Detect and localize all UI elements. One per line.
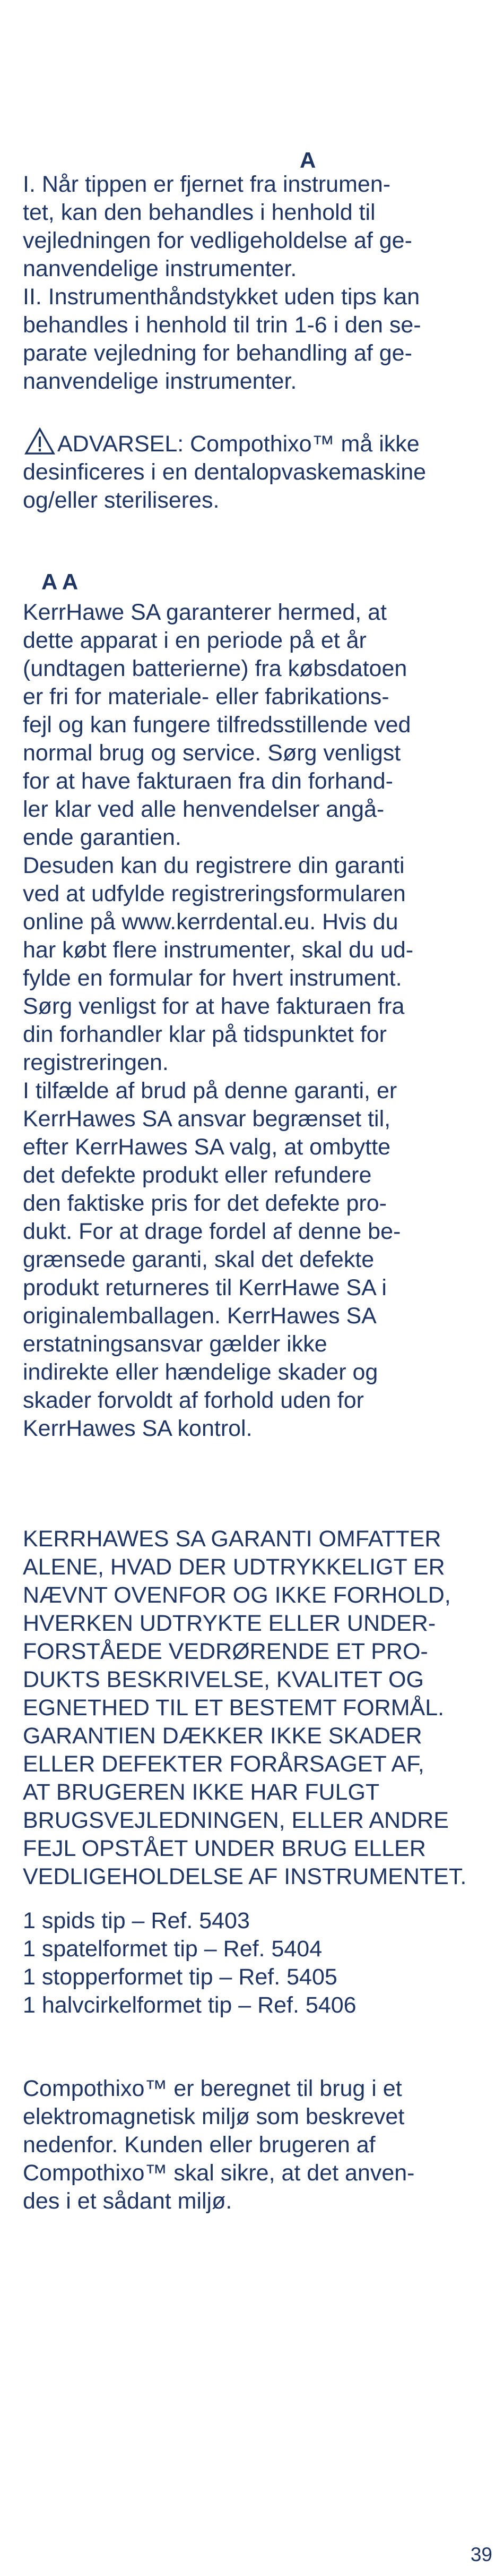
text-line: KERRHAWES SA GARANTI OMFATTER <box>23 1526 441 1552</box>
tips-list <box>23 1907 484 2019</box>
text-line: GARANTIEN DÆKKER IKKE SKADER <box>23 1723 422 1749</box>
warranty-text <box>23 598 484 1443</box>
text-line: efter KerrHawes SA valg, at ombytte <box>23 1134 391 1160</box>
text-line: AT BRUGEREN IKKE HAR FULGT <box>23 1779 380 1805</box>
text-line: I tilfælde af brud på denne garanti, er <box>23 1078 397 1103</box>
text-line: KerrHawe SA garanterer hermed, at <box>23 600 387 625</box>
text-line: NÆVNT OVENFOR OG IKKE FORHOLD, <box>23 1582 451 1608</box>
text-line: produkt returneres til KerrHawe SA i <box>23 1275 387 1300</box>
text-line: DUKTS BESKRIVELSE, KVALITET OG <box>23 1667 424 1692</box>
text-line: KerrHawes SA ansvar begrænset til, <box>23 1106 391 1132</box>
text-line: (undtagen batterierne) fra købsdatoen <box>23 656 407 681</box>
text-line: ende garantien. <box>23 825 181 850</box>
text-line: HVERKEN UDTRYKTE ELLER UNDER- <box>23 1611 436 1636</box>
text-line: 1 spatelformet tip – Ref. 5404 <box>23 1936 323 1962</box>
text-line: BRUGSVEJLEDNINGEN, ELLER ANDRE <box>23 1808 449 1833</box>
section-a-text <box>23 170 484 396</box>
section-aa-heading: A A <box>41 569 79 594</box>
text-line: indirekte eller hændelige skader og <box>23 1359 378 1385</box>
text-line: har købt flere instrumenter, skal du ud- <box>23 937 414 963</box>
text-line: originalemballagen. KerrHawes SA <box>23 1303 377 1329</box>
text-line: din forhandler klar på tidspunktet for <box>23 1022 387 1047</box>
text-line: Compothixo™ skal sikre, at det anven- <box>23 2160 415 2186</box>
text-line: ler klar ved alle henvendelser angå- <box>23 797 385 822</box>
text-line: elektromagnetisk miljø som beskrevet <box>23 2104 405 2129</box>
text-line: nanvendelige instrumenter. <box>23 256 297 281</box>
text-line: for at have fakturaen fra din forhand- <box>23 768 393 794</box>
text-line: fejl og kan fungere tilfredsstillende ved <box>23 712 411 738</box>
text-line: II. Instrumenthåndstykket uden tips kan <box>23 284 420 310</box>
text-line: normal brug og service. Sørg venligst <box>23 740 401 766</box>
text-line: ALENE, HVAD DER UDTRYKKELIGT ER <box>23 1554 445 1580</box>
text-line: dukt. For at drage fordel af denne be- <box>23 1219 401 1244</box>
page-number: 39 <box>470 2544 492 2565</box>
text-line: 1 stopperformet tip – Ref. 5405 <box>23 1964 337 1990</box>
section-a-heading: A <box>300 148 316 173</box>
text-line: VEDLIGEHOLDELSE AF INSTRUMENTET. <box>23 1864 467 1889</box>
text-line: 1 spids tip – Ref. 5403 <box>23 1908 250 1933</box>
warning-first-line: ADVARSEL: Compothixo™ må ikke <box>57 431 420 457</box>
text-line: Desuden kan du registrere din garanti <box>23 853 405 878</box>
text-line: den faktiske pris for det defekte pro- <box>23 1191 387 1216</box>
text-line: EGNETHED TIL ET BESTEMT FORMÅL. <box>23 1695 445 1721</box>
text-line: ELLER DEFEKTER FORÅRSAGET AF, <box>23 1751 424 1777</box>
text-line: nanvendelige instrumenter. <box>23 369 297 394</box>
text-line: fylde en formular for hvert instrument. <box>23 965 402 991</box>
text-line: Compothixo™ er beregnet til brug i et <box>23 2076 402 2101</box>
text-line: Sørg venligst for at have fakturaen fra <box>23 994 405 1019</box>
text-line: skader forvoldt af forhold uden for <box>23 1388 364 1413</box>
text-line: det defekte produkt eller refundere <box>23 1162 372 1188</box>
text-line: parate vejledning for behandling af ge- <box>23 340 412 366</box>
text-line: 1 halvcirkelformet tip – Ref. 5406 <box>23 1992 357 2018</box>
text-line: FORSTÅEDE VEDRØRENDE ET PRO- <box>23 1639 428 1664</box>
text-line: behandles i henhold til trin 1-6 i den se- <box>23 312 421 338</box>
text-line: tet, kan den behandles i henhold til <box>23 200 376 225</box>
disclaimer-text <box>23 1525 484 1891</box>
warning-triangle-icon <box>24 427 55 455</box>
text-line: vejledningen for vedligeholdelse af ge- <box>23 228 412 253</box>
text-line: KerrHawes SA kontrol. <box>23 1416 253 1441</box>
text-line: er fri for materiale- eller fabrikations- <box>23 684 389 709</box>
text-line: erstatningsansvar gælder ikke <box>23 1331 327 1357</box>
text-line: og/eller steriliseres. <box>23 487 220 513</box>
text-line: dette apparat i en periode på et år <box>23 628 367 653</box>
text-line: nedenfor. Kunden eller brugeren af <box>23 2132 376 2158</box>
text-line: I. Når tippen er fjernet fra instrumen- <box>23 172 391 197</box>
text-line: online på www.kerrdental.eu. Hvis du <box>23 909 398 935</box>
text-line: desinficeres i en dentalopvaskemaskine <box>23 459 427 485</box>
warning-text <box>23 458 426 515</box>
text-line: registreringen. <box>23 1050 169 1075</box>
emc-text <box>23 2075 484 2215</box>
text-line: des i et sådant miljø. <box>23 2188 232 2214</box>
text-line: ved at udfylde registreringsformularen <box>23 881 406 906</box>
text-line: FEJL OPSTÅET UNDER BRUG ELLER <box>23 1836 426 1861</box>
text-line: grænsede garanti, skal det defekte <box>23 1247 375 1272</box>
